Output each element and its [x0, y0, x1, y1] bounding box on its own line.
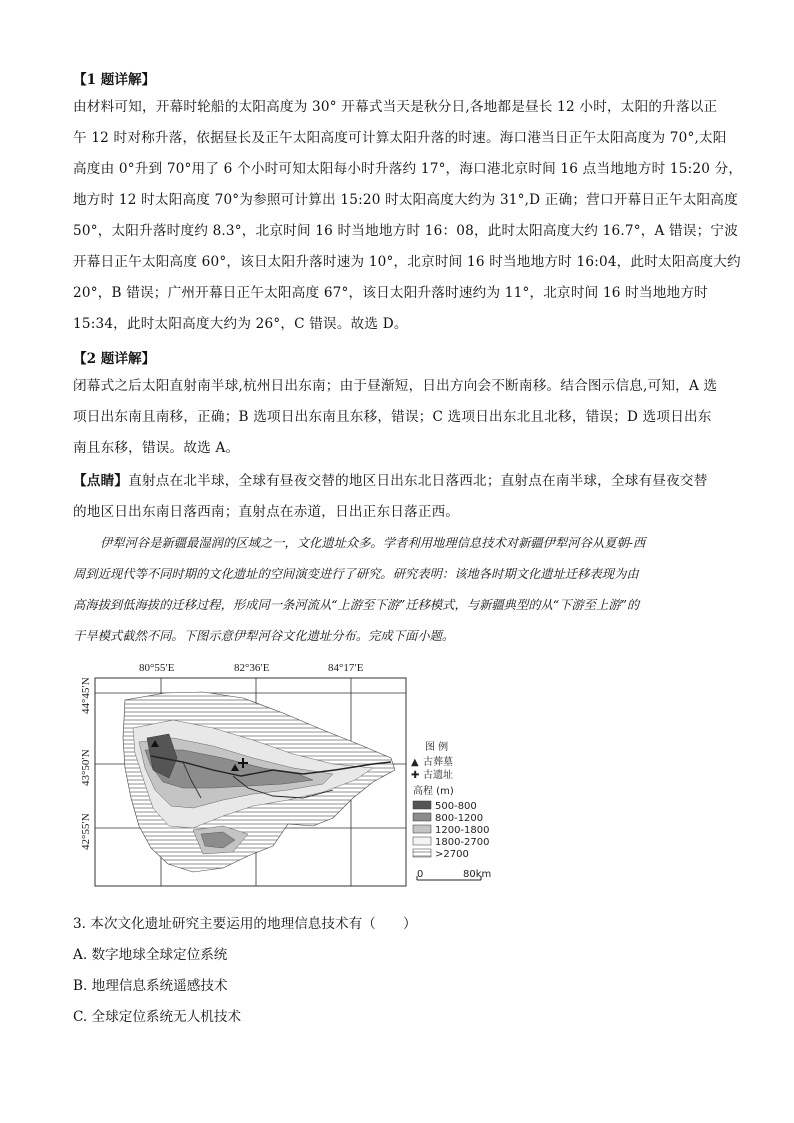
legend-label: >2700: [435, 849, 469, 860]
text-line: 高海拔到低海拔的迁移过程，形成同一条河流从“上游至下游”迁移模式，与新疆典型的从“下游至上游”的: [73, 598, 640, 612]
text-line: 午 12 时对称升落，依据昼长及正午太阳高度可计算太阳升落的时速。海口港当日正午太阳高度为 70°,太阳: [73, 130, 727, 146]
text-line: 伊犁河谷是新疆最湿润的区域之一，文化遗址众多。学者利用地理信息技术对新疆伊犁河谷从夏朝-西: [100, 536, 646, 550]
question-stem: 3. 本次文化遗址研究主要运用的地理信息技术有（ ）: [73, 916, 417, 932]
lon-label: 84°17′E: [328, 662, 364, 674]
text-line: 项日出东南且南移，正确；B 选项日出东南且东移，错误；C 选项日出东北且北移，错误；D 选项日出东: [73, 409, 712, 425]
tip-label: 【点睛】: [73, 473, 129, 489]
lat-label: 44°45′N: [80, 677, 92, 714]
text-line: 南且东移，错误。故选 A。: [73, 440, 240, 456]
text-line: 周到近现代等不同时期的文化遗址的空间演变进行了研究。研究表明：该地各时期文化遗址迁移表现为由: [73, 567, 639, 581]
section1-heading: 【1 题详解】: [73, 72, 156, 88]
ili-valley-map: [73, 658, 513, 890]
tip-block: [73, 466, 723, 528]
option-a: A. 数字地球全球定位系统: [73, 947, 228, 963]
text-line: 干旱模式截然不同。下图示意伊犁河谷文化遗址分布。完成下面小题。: [73, 629, 455, 643]
text-line: 15:34，此时太阳高度大约为 26°，C 错误。故选 D。: [73, 316, 408, 332]
legend-title: 图 例: [425, 742, 449, 753]
section2-heading: 【2 题详解】: [73, 351, 156, 367]
text-line: 闭幕式之后太阳直射南半球,杭州日出东南；由于昼渐短，日出方向会不断南移。结合图示信息,可知，A 选: [73, 378, 718, 394]
lat-label: 43°50′N: [80, 749, 92, 786]
legend-tomb-icon: ▲: [411, 757, 419, 768]
text-line: 的地区日出东南日落西南；直射点在赤道，日出正东日落正西。: [73, 504, 460, 520]
text-line: 开幕日正午太阳高度 60°，该日太阳升落时速为 10°，北京时间 16 时当地地方时 16:04，此时太阳高度大约: [73, 254, 741, 270]
text-line: 50°，太阳升落时度约 8.3°，北京时间 16 时当地地方时 16：08，此时太阳高度大约 16.7°，A 错误；宁波: [73, 223, 738, 239]
legend-label: 古葬墓: [423, 757, 453, 768]
option-b: B. 地理信息系统遥感技术: [73, 978, 228, 994]
legend-site-icon: ✚: [411, 770, 420, 781]
lat-label: 42°55′N: [80, 813, 92, 850]
legend-label: 1200-1800: [435, 825, 490, 836]
text-line: 高度由 0°升到 70°用了 6 个小时可知太阳每小时升落约 17°，海口港北京时间 16 点当地地方时 15:20 分，: [73, 161, 743, 177]
legend-label: 古遗址: [423, 770, 453, 781]
legend-label: 1800-2700: [435, 837, 490, 848]
section1-body: [73, 92, 743, 340]
scale-zero: 0: [417, 869, 424, 880]
option-c: C. 全球定位系统无人机技术: [73, 1009, 242, 1025]
scale-end: 80km: [463, 869, 492, 880]
map-legend: [411, 740, 491, 880]
legend-label: 800-1200: [435, 813, 484, 824]
section2-body: [73, 371, 723, 464]
text-line: 直射点在北半球，全球有昼夜交替的地区日出东北日落西北；直射点在南半球，全球有昼夜交替: [128, 473, 708, 489]
lon-label: 80°55′E: [139, 662, 175, 674]
text-line: 20°，B 错误；广州开幕日正午太阳高度 67°，该日太阳升落时速约为 11°，北京时间 16 时当地地方时: [73, 285, 708, 301]
lon-label: 82°36′E: [234, 662, 270, 674]
material-intro: [73, 528, 723, 652]
text-line: 由材料可知，开幕时轮船的太阳高度为 30° 开幕式当天是秋分日,各地都是昼长 12 小时，太阳的升落以正: [73, 99, 718, 115]
elevation-title: 高程 (m): [413, 786, 454, 797]
legend-label: 500-800: [435, 801, 477, 812]
text-line: 地方时 12 时太阳高度 70°为参照可计算出 15:20 时太阳高度大约为 31°,D 正确；营口开幕日正午太阳高度: [73, 192, 738, 208]
